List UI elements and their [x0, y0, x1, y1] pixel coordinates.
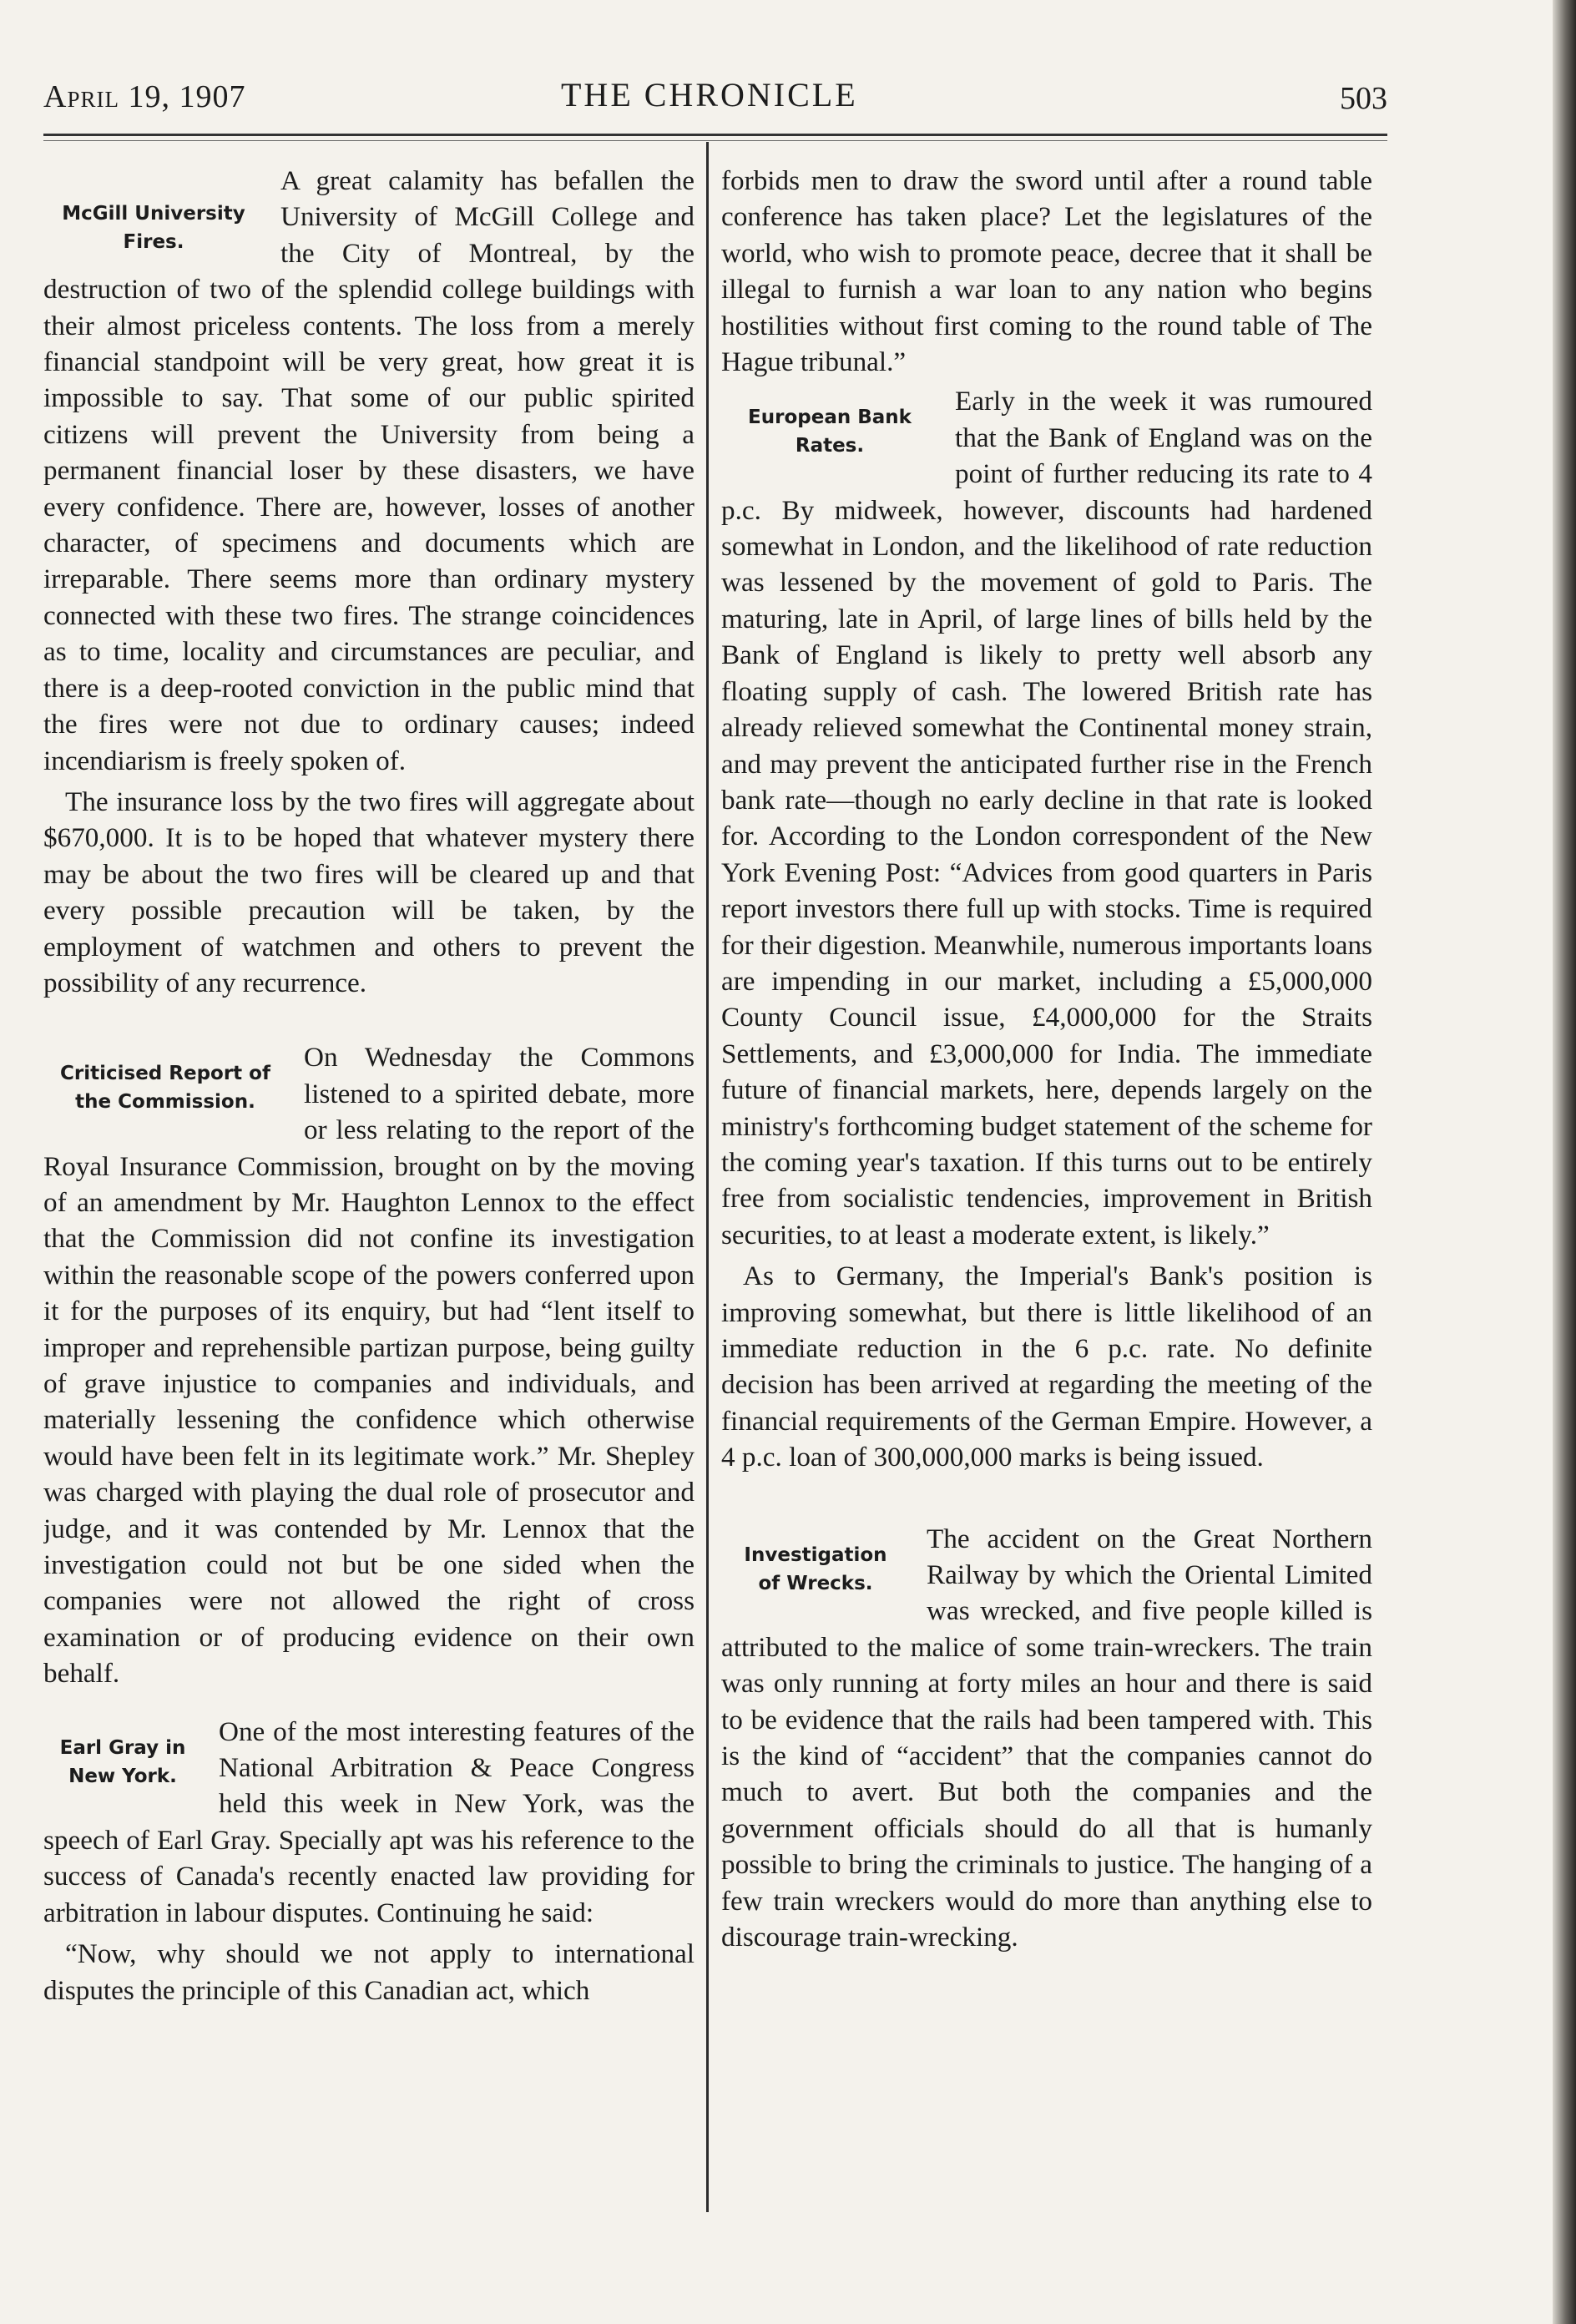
article-criticised-report [43, 1039, 695, 1691]
article-paragraph: As to Germany, the Imperial's Bank's position is improving somewhat, but there is little likelihood of an immediate reduction in the 6 p.c. rate. No definite decision has been arrived at regarding the meeting of the financial requirements of the German Empire. However, a 4 p.c. loan of 300,000,000 marks is being issued. [721, 1261, 1372, 1473]
header-rule-thin [43, 140, 1387, 141]
sidehead-line: European Bank [748, 407, 912, 429]
column-divider [706, 142, 709, 2212]
right-column [721, 163, 1372, 1956]
article-paragraph: One of the most interesting features of the National Arbitration & Peace Congress held this week in New York, was the speech of Earl Gray. Specially apt was his reference to the success of Canada's recently enacted law providing for arbitration in labour disputes. Continuing he said: [43, 1715, 695, 1928]
sidehead-line: Criticised Report of [60, 1063, 270, 1085]
sidehead-line: Fires. [123, 231, 184, 253]
sidehead-line: Earl Gray in [59, 1736, 186, 1759]
sidehead-line: the Commission. [75, 1091, 255, 1114]
page-edge-shadow [1553, 0, 1576, 2324]
article-paragraph: Early in the week it was rumoured that the Bank of England was on the point of further reducing its rate to 4 p.c. By midweek, however, discounts had hardened somewhat in London, and the likelihood of rate reduction was lessened by the movement of gold to Paris. The maturing, late in April, of large lines of bills held by the Bank of England is likely to pretty well absorb any floating supply of cash. The lowered British rate has already relieved somewhat the Continental money strain, and may prevent the anticipated further rise in the French bank rate—though no early decline in that rate is looked for. According to the London correspondent of the New York Evening Post: “Advices from good quarters in Paris report investors there full up with stocks. Time is required for their digestion. Meanwhile, numerous importants loans are impending in our market, including a £5,000,000 County Council issue, £4,000,000 for the Straits Settlements, and £3,000,000 for India. The immediate future of financial markets, here, depends largely on the ministry's forthcoming budget statement of the scheme for the coming year's taxation. If this turns out to be entirely free from socialistic tendencies, improvement in British securities, to at least a moderate extent, is likely.” [721, 386, 1372, 1250]
left-column [43, 163, 695, 2008]
article-paragraph: The insurance loss by the two fires will aggregate about $670,000. It is to be hoped that whatever mystery there may be about the two fires will be cleared up and that every possible precaution will be taken, by the employment of watchmen and others to prevent the possibility of any recurrence. [43, 786, 695, 998]
sidehead [721, 403, 938, 460]
sidehead-line: New York. [68, 1765, 177, 1787]
sidehead-line: Investigation [744, 1543, 887, 1566]
article-mcgill-fires [43, 163, 695, 1001]
article-paragraph: A great calamity has befallen the University of McGill College and the City of Montreal, by the destruction of two of the splendid college buildings with their almost priceless contents. The loss from a merely financial standpoint will be very great, how great it is impossible to say. That some of our public spirited citizens will prevent the University from being a permanent financial loser by these disasters, we have every confidence. There are, however, losses of another character, of specimens and documents which are irreparable. There seems more than ordinary mystery connected with these two fires. The strange coincidences as to time, locality and circumstances are peculiar, and there is a deep-rooted conviction in the public mind that the fires were not due to ordinary causes; indeed incendiarism is freely spoken of. [43, 165, 695, 776]
article-earl-gray [43, 1714, 695, 2008]
sidehead-line: of Wrecks. [758, 1572, 873, 1594]
article-paragraph: “Now, why should we not apply to international disputes the principle of this Canadian act, which [43, 1938, 695, 2006]
sidehead-line: Rates. [795, 435, 865, 457]
sidehead [43, 1059, 287, 1116]
publication-title: THE CHRONICLE [561, 76, 858, 114]
article-european-bank-rates [721, 383, 1372, 1475]
page-header [43, 70, 1387, 120]
issue-date: April 19, 1907 [43, 79, 246, 114]
sidehead [43, 1734, 202, 1791]
article-paragraph: forbids men to draw the sword until after a round table conference has taken place? Let the legislatures of the world, who wish to promote peace, decree that it shall be illegal to furnish a war loan to any nation who begins hostilities without first coming to the round table of The Hague tribunal.” [721, 165, 1372, 378]
sidehead-line: McGill University [62, 203, 245, 225]
article-investigation-of-wrecks [721, 1521, 1372, 1956]
sidehead [43, 200, 264, 256]
sidehead [721, 1541, 910, 1598]
article-continuation [721, 163, 1372, 380]
article-paragraph: The accident on the Great Northern Railway by which the Oriental Limited was wrecked, and five people killed is attributed to the malice of some train-wreckers. The train was only running at forty miles an hour and there is said to be evidence that the rails had been tampered with. This is the kind of “accident” that the companies cannot do much to avert. But both the companies and the government officials should do all that is humanly possible to bring the criminals to justice. The hanging of a few train wreckers would do more than anything else to discourage train-wrecking. [721, 1523, 1372, 1953]
header-rule [43, 134, 1387, 136]
article-paragraph: On Wednesday the Commons listened to a spirited debate, more or less relating to the report of the Royal Insurance Commission, brought on by the moving of an amendment by Mr. Haughton Lennox to the effect that the Commission did not confine its investigation within the reasonable scope of the powers conferred upon it for the purposes of its enquiry, but had “lent itself to improper and reprehensible partizan purpose, being guilty of grave injustice to companies and individuals, and materially lessening the confidence which otherwise would have been felt in its legitimate work.” Mr. Shepley was charged with playing the dual role of prosecutor and judge, and it was contended by Mr. Lennox that the investigation could not but be one sided when the companies were not allowed the right of cross examination or of producing evidence on their own behalf. [43, 1042, 695, 1690]
page-number: 503 [1340, 81, 1387, 116]
